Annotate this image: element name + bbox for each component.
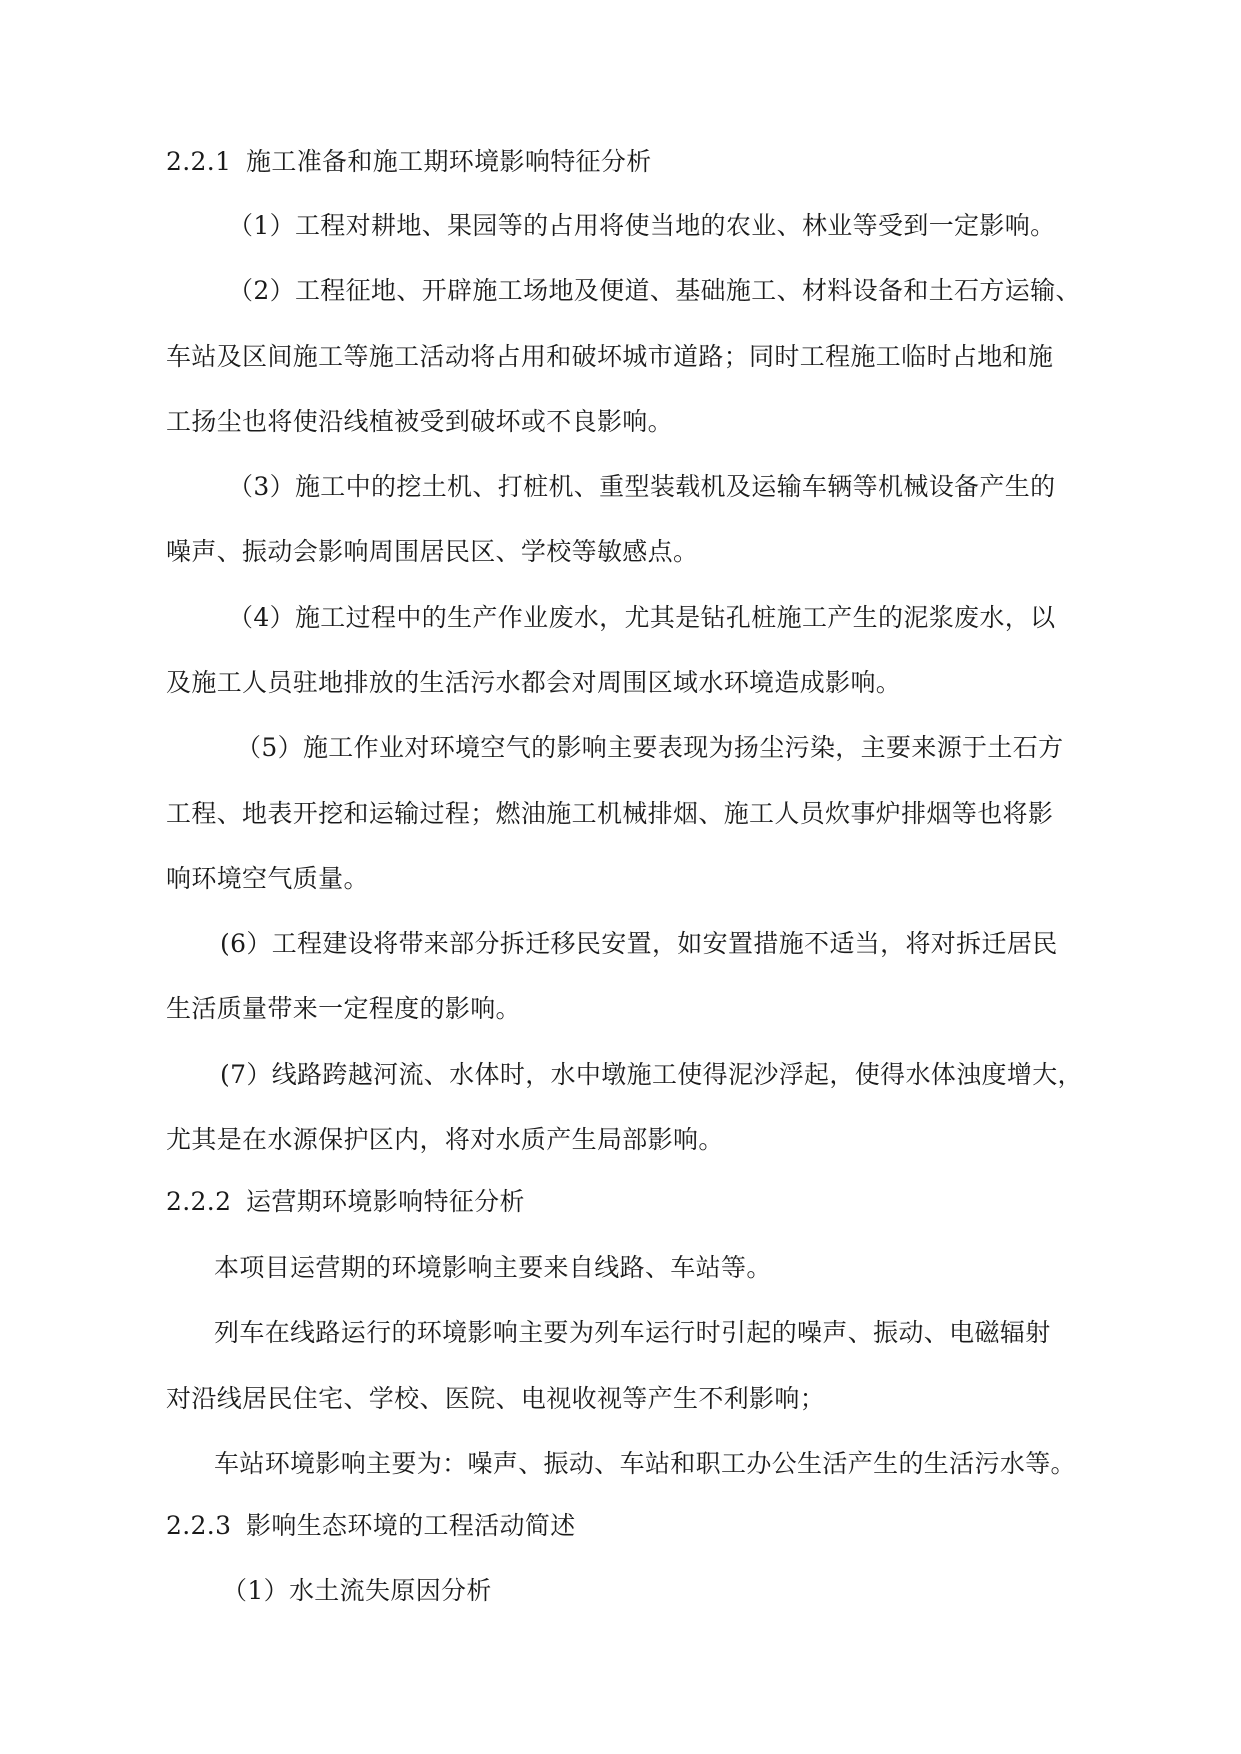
section-number: 2.2.3	[166, 1511, 232, 1540]
section-number: 2.2.1	[166, 147, 232, 176]
paragraph-line: 本项目运营期的环境影响主要来自线路、车站等。	[214, 1253, 772, 1282]
section-heading-2-2-1	[166, 144, 652, 180]
paragraph-line: （1）水土流失原因分析	[222, 1576, 492, 1605]
paragraph-line: 及施工人员驻地排放的生活污水都会对周围区域水环境造成影响。	[166, 668, 902, 697]
paragraph-line: （5）施工作业对环境空气的影响主要表现为扬尘污染，主要来源于土石方	[236, 733, 1064, 762]
section-number: 2.2.2	[166, 1187, 232, 1216]
paragraph-line: (7）线路跨越河流、水体时，水中墩施工使得泥沙浮起，使得水体浊度增大，	[220, 1060, 1083, 1089]
paragraph-line: （1）工程对耕地、果园等的占用将使当地的农业、林业等受到一定影响。	[228, 211, 1056, 240]
paragraph-line: 噪声、振动会影响周围居民区、学校等敏感点。	[166, 537, 699, 566]
paragraph-line: 响环境空气质量。	[166, 864, 369, 893]
paragraph-line: 工扬尘也将使沿线植被受到破坏或不良影响。	[166, 407, 674, 436]
section-title: 施工准备和施工期环境影响特征分析	[246, 147, 652, 176]
paragraph-line: 尤其是在水源保护区内，将对水质产生局部影响。	[166, 1125, 724, 1154]
section-heading-2-2-2	[166, 1184, 525, 1220]
paragraph-line: 列车在线路运行的环境影响主要为列车运行时引起的噪声、振动、电磁辐射	[214, 1318, 1051, 1347]
section-title: 影响生态环境的工程活动简述	[246, 1511, 576, 1540]
paragraph-line: 工程、地表开挖和运输过程；燃油施工机械排烟、施工人员炊事炉排烟等也将影	[166, 799, 1054, 828]
paragraph-line: （4）施工过程中的生产作业废水，尤其是钻孔桩施工产生的泥浆废水，以	[228, 603, 1056, 632]
paragraph-line: 车站及区间施工等施工活动将占用和破坏城市道路；同时工程施工临时占地和施	[166, 342, 1054, 371]
paragraph-line: (6）工程建设将带来部分拆迁移民安置，如安置措施不适当，将对拆迁居民	[220, 929, 1058, 958]
paragraph-line: 对沿线居民住宅、学校、医院、电视收视等产生不利影响；	[166, 1384, 826, 1413]
section-heading-2-2-3	[166, 1508, 576, 1544]
section-title: 运营期环境影响特征分析	[246, 1187, 525, 1216]
paragraph-line: （2）工程征地、开辟施工场地及便道、基础施工、材料设备和土石方运输、	[228, 276, 1081, 305]
paragraph-line: 生活质量带来一定程度的影响。	[166, 994, 521, 1023]
paragraph-line: 车站环境影响主要为：噪声、振动、车站和职工办公生活产生的生活污水等。	[214, 1449, 1076, 1478]
paragraph-line: （3）施工中的挖土机、打桩机、重型装载机及运输车辆等机械设备产生的	[228, 472, 1056, 501]
